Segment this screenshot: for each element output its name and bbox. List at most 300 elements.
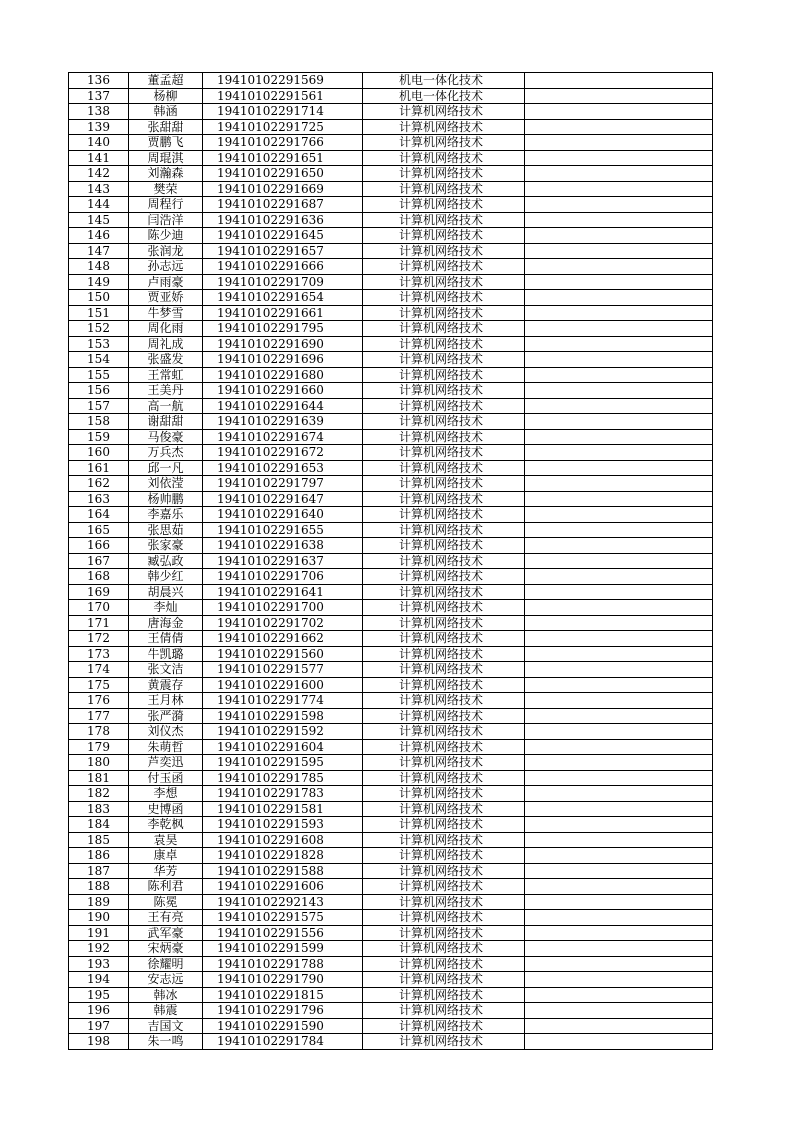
note-cell: [525, 538, 713, 554]
student-id-cell: 19410102291796: [203, 1003, 363, 1019]
major-cell: 计算机网络技术: [363, 646, 525, 662]
student-id-cell: 19410102291650: [203, 166, 363, 182]
table-row: [69, 259, 713, 275]
student-id-cell: 19410102292143: [203, 894, 363, 910]
row-number-cell: 190: [69, 910, 129, 926]
major-cell: 计算机网络技术: [363, 398, 525, 414]
row-number-cell: 191: [69, 925, 129, 941]
table-row: [69, 693, 713, 709]
row-number-cell: 151: [69, 305, 129, 321]
major-cell: 计算机网络技术: [363, 553, 525, 569]
student-id-cell: 19410102291672: [203, 445, 363, 461]
student-id-cell: 19410102291661: [203, 305, 363, 321]
table-row: [69, 135, 713, 151]
note-cell: [525, 646, 713, 662]
student-id-cell: 19410102291581: [203, 801, 363, 817]
student-name-cell: 王月林: [129, 693, 203, 709]
row-number-cell: 194: [69, 972, 129, 988]
row-number-cell: 187: [69, 863, 129, 879]
major-cell: 计算机网络技术: [363, 507, 525, 523]
table-row: [69, 569, 713, 585]
student-id-cell: 19410102291641: [203, 584, 363, 600]
student-name-cell: 芦奕迅: [129, 755, 203, 771]
major-cell: 计算机网络技术: [363, 321, 525, 337]
student-name-cell: 邱一凡: [129, 460, 203, 476]
student-name-cell: 陈利君: [129, 879, 203, 895]
student-name-cell: 徐耀明: [129, 956, 203, 972]
table-row: [69, 600, 713, 616]
student-id-cell: 19410102291687: [203, 197, 363, 213]
note-cell: [525, 104, 713, 120]
table-row: [69, 274, 713, 290]
note-cell: [525, 600, 713, 616]
student-id-cell: 19410102291706: [203, 569, 363, 585]
note-cell: [525, 956, 713, 972]
student-id-cell: 19410102291644: [203, 398, 363, 414]
note-cell: [525, 367, 713, 383]
student-name-cell: 高一航: [129, 398, 203, 414]
student-name-cell: 康卓: [129, 848, 203, 864]
note-cell: [525, 987, 713, 1003]
table-row: [69, 290, 713, 306]
table-row: [69, 104, 713, 120]
major-cell: 计算机网络技术: [363, 367, 525, 383]
table-row: [69, 150, 713, 166]
student-id-cell: 19410102291590: [203, 1018, 363, 1034]
student-name-cell: 朱一鸣: [129, 1034, 203, 1050]
row-number-cell: 153: [69, 336, 129, 352]
table-row: [69, 73, 713, 89]
student-id-cell: 19410102291592: [203, 724, 363, 740]
table-body: [69, 73, 713, 1050]
major-cell: 计算机网络技术: [363, 212, 525, 228]
student-name-cell: 孙志远: [129, 259, 203, 275]
table-row: [69, 367, 713, 383]
student-name-cell: 王倩倩: [129, 631, 203, 647]
student-name-cell: 马俊豪: [129, 429, 203, 445]
student-name-cell: 吉国文: [129, 1018, 203, 1034]
table-row: [69, 755, 713, 771]
table-row: [69, 321, 713, 337]
major-cell: 计算机网络技术: [363, 677, 525, 693]
student-id-cell: 19410102291600: [203, 677, 363, 693]
table-row: [69, 615, 713, 631]
row-number-cell: 188: [69, 879, 129, 895]
note-cell: [525, 429, 713, 445]
student-name-cell: 刘依滢: [129, 476, 203, 492]
major-cell: 计算机网络技术: [363, 569, 525, 585]
note-cell: [525, 398, 713, 414]
table-row: [69, 460, 713, 476]
student-name-cell: 韩冰: [129, 987, 203, 1003]
student-id-cell: 19410102291766: [203, 135, 363, 151]
table-row: [69, 243, 713, 259]
student-name-cell: 韩涵: [129, 104, 203, 120]
note-cell: [525, 212, 713, 228]
note-cell: [525, 305, 713, 321]
major-cell: 计算机网络技术: [363, 460, 525, 476]
row-number-cell: 173: [69, 646, 129, 662]
student-id-cell: 19410102291604: [203, 739, 363, 755]
student-name-cell: 王常虹: [129, 367, 203, 383]
student-name-cell: 杨柳: [129, 88, 203, 104]
note-cell: [525, 1018, 713, 1034]
row-number-cell: 185: [69, 832, 129, 848]
note-cell: [525, 569, 713, 585]
major-cell: 计算机网络技术: [363, 135, 525, 151]
student-id-cell: 19410102291657: [203, 243, 363, 259]
student-name-cell: 韩震: [129, 1003, 203, 1019]
note-cell: [525, 662, 713, 678]
note-cell: [525, 724, 713, 740]
note-cell: [525, 88, 713, 104]
student-id-cell: 19410102291674: [203, 429, 363, 445]
major-cell: 计算机网络技术: [363, 119, 525, 135]
student-id-cell: 19410102291647: [203, 491, 363, 507]
table-row: [69, 522, 713, 538]
student-id-cell: 19410102291690: [203, 336, 363, 352]
student-id-cell: 19410102291598: [203, 708, 363, 724]
student-name-cell: 付玉函: [129, 770, 203, 786]
row-number-cell: 166: [69, 538, 129, 554]
note-cell: [525, 677, 713, 693]
student-name-cell: 李嘉乐: [129, 507, 203, 523]
note-cell: [525, 336, 713, 352]
row-number-cell: 159: [69, 429, 129, 445]
student-name-cell: 唐海金: [129, 615, 203, 631]
student-id-cell: 19410102291606: [203, 879, 363, 895]
note-cell: [525, 941, 713, 957]
student-id-cell: 19410102291561: [203, 88, 363, 104]
table-row: [69, 352, 713, 368]
major-cell: 计算机网络技术: [363, 414, 525, 430]
student-name-cell: 闫浩洋: [129, 212, 203, 228]
student-id-cell: 19410102291639: [203, 414, 363, 430]
student-name-cell: 张盛发: [129, 352, 203, 368]
row-number-cell: 141: [69, 150, 129, 166]
table-row: [69, 88, 713, 104]
table-row: [69, 398, 713, 414]
table-row: [69, 166, 713, 182]
major-cell: 计算机网络技术: [363, 770, 525, 786]
note-cell: [525, 243, 713, 259]
table-row: [69, 228, 713, 244]
table-row: [69, 848, 713, 864]
student-name-cell: 刘仪杰: [129, 724, 203, 740]
table-row: [69, 414, 713, 430]
major-cell: 计算机网络技术: [363, 708, 525, 724]
student-id-cell: 19410102291637: [203, 553, 363, 569]
row-number-cell: 156: [69, 383, 129, 399]
table-row: [69, 181, 713, 197]
major-cell: 计算机网络技术: [363, 894, 525, 910]
student-name-cell: 黄震存: [129, 677, 203, 693]
major-cell: 计算机网络技术: [363, 801, 525, 817]
major-cell: 计算机网络技术: [363, 538, 525, 554]
major-cell: 计算机网络技术: [363, 832, 525, 848]
row-number-cell: 168: [69, 569, 129, 585]
row-number-cell: 198: [69, 1034, 129, 1050]
table-row: [69, 119, 713, 135]
row-number-cell: 157: [69, 398, 129, 414]
table-row: [69, 925, 713, 941]
student-name-cell: 牛凯璐: [129, 646, 203, 662]
major-cell: 计算机网络技术: [363, 243, 525, 259]
table-row: [69, 724, 713, 740]
note-cell: [525, 801, 713, 817]
student-name-cell: 武军豪: [129, 925, 203, 941]
student-id-cell: 19410102291680: [203, 367, 363, 383]
row-number-cell: 139: [69, 119, 129, 135]
major-cell: 计算机网络技术: [363, 615, 525, 631]
student-id-cell: 19410102291651: [203, 150, 363, 166]
note-cell: [525, 879, 713, 895]
table-row: [69, 197, 713, 213]
note-cell: [525, 166, 713, 182]
row-number-cell: 138: [69, 104, 129, 120]
student-name-cell: 王有亮: [129, 910, 203, 926]
student-id-cell: 19410102291783: [203, 786, 363, 802]
student-id-cell: 19410102291653: [203, 460, 363, 476]
student-name-cell: 刘瀚森: [129, 166, 203, 182]
row-number-cell: 196: [69, 1003, 129, 1019]
major-cell: 计算机网络技术: [363, 429, 525, 445]
row-number-cell: 152: [69, 321, 129, 337]
note-cell: [525, 553, 713, 569]
major-cell: 计算机网络技术: [363, 817, 525, 833]
note-cell: [525, 739, 713, 755]
major-cell: 计算机网络技术: [363, 1003, 525, 1019]
major-cell: 计算机网络技术: [363, 925, 525, 941]
note-cell: [525, 259, 713, 275]
major-cell: 计算机网络技术: [363, 863, 525, 879]
student-name-cell: 樊荣: [129, 181, 203, 197]
table-row: [69, 491, 713, 507]
student-id-cell: 19410102291774: [203, 693, 363, 709]
student-name-cell: 李乾枫: [129, 817, 203, 833]
student-name-cell: 臧弘政: [129, 553, 203, 569]
student-id-cell: 19410102291714: [203, 104, 363, 120]
row-number-cell: 197: [69, 1018, 129, 1034]
note-cell: [525, 321, 713, 337]
table-row: [69, 429, 713, 445]
row-number-cell: 145: [69, 212, 129, 228]
student-id-cell: 19410102291790: [203, 972, 363, 988]
student-name-cell: 卢雨豪: [129, 274, 203, 290]
row-number-cell: 170: [69, 600, 129, 616]
note-cell: [525, 119, 713, 135]
note-cell: [525, 383, 713, 399]
row-number-cell: 163: [69, 491, 129, 507]
student-id-cell: 19410102291788: [203, 956, 363, 972]
major-cell: 计算机网络技术: [363, 755, 525, 771]
table-row: [69, 646, 713, 662]
student-name-cell: 张思茹: [129, 522, 203, 538]
note-cell: [525, 491, 713, 507]
note-cell: [525, 925, 713, 941]
student-id-cell: 19410102291636: [203, 212, 363, 228]
table-row: [69, 817, 713, 833]
row-number-cell: 160: [69, 445, 129, 461]
student-name-cell: 华芳: [129, 863, 203, 879]
row-number-cell: 183: [69, 801, 129, 817]
row-number-cell: 136: [69, 73, 129, 89]
student-id-cell: 19410102291662: [203, 631, 363, 647]
major-cell: 计算机网络技术: [363, 739, 525, 755]
row-number-cell: 165: [69, 522, 129, 538]
student-id-cell: 19410102291797: [203, 476, 363, 492]
table-row: [69, 910, 713, 926]
student-name-cell: 张严漪: [129, 708, 203, 724]
student-id-cell: 19410102291784: [203, 1034, 363, 1050]
student-id-cell: 19410102291795: [203, 321, 363, 337]
student-id-cell: 19410102291599: [203, 941, 363, 957]
row-number-cell: 172: [69, 631, 129, 647]
table-row: [69, 941, 713, 957]
table-row: [69, 336, 713, 352]
row-number-cell: 164: [69, 507, 129, 523]
student-id-cell: 19410102291638: [203, 538, 363, 554]
note-cell: [525, 197, 713, 213]
student-id-cell: 19410102291595: [203, 755, 363, 771]
student-id-cell: 19410102291828: [203, 848, 363, 864]
table-row: [69, 445, 713, 461]
major-cell: 计算机网络技术: [363, 848, 525, 864]
note-cell: [525, 832, 713, 848]
major-cell: 计算机网络技术: [363, 910, 525, 926]
row-number-cell: 148: [69, 259, 129, 275]
student-name-cell: 李灿: [129, 600, 203, 616]
table-row: [69, 1003, 713, 1019]
table-row: [69, 1018, 713, 1034]
student-name-cell: 陈少迪: [129, 228, 203, 244]
table-row: [69, 212, 713, 228]
note-cell: [525, 445, 713, 461]
student-list-table: [68, 72, 713, 1050]
student-id-cell: 19410102291645: [203, 228, 363, 244]
student-name-cell: 贾鹏飞: [129, 135, 203, 151]
student-id-cell: 19410102291785: [203, 770, 363, 786]
student-id-cell: 19410102291577: [203, 662, 363, 678]
row-number-cell: 149: [69, 274, 129, 290]
note-cell: [525, 910, 713, 926]
note-cell: [525, 848, 713, 864]
table-row: [69, 553, 713, 569]
major-cell: 计算机网络技术: [363, 1034, 525, 1050]
note-cell: [525, 615, 713, 631]
major-cell: 计算机网络技术: [363, 956, 525, 972]
table-row: [69, 879, 713, 895]
student-name-cell: 宋炳豪: [129, 941, 203, 957]
student-name-cell: 张文洁: [129, 662, 203, 678]
row-number-cell: 143: [69, 181, 129, 197]
student-name-cell: 张润龙: [129, 243, 203, 259]
row-number-cell: 162: [69, 476, 129, 492]
student-name-cell: 史博函: [129, 801, 203, 817]
student-name-cell: 胡晨兴: [129, 584, 203, 600]
major-cell: 计算机网络技术: [363, 662, 525, 678]
row-number-cell: 154: [69, 352, 129, 368]
major-cell: 计算机网络技术: [363, 290, 525, 306]
student-name-cell: 董孟超: [129, 73, 203, 89]
major-cell: 计算机网络技术: [363, 987, 525, 1003]
row-number-cell: 179: [69, 739, 129, 755]
major-cell: 计算机网络技术: [363, 584, 525, 600]
table-row: [69, 770, 713, 786]
table-row: [69, 739, 713, 755]
note-cell: [525, 181, 713, 197]
table-row: [69, 476, 713, 492]
note-cell: [525, 507, 713, 523]
table-row: [69, 631, 713, 647]
student-id-cell: 19410102291666: [203, 259, 363, 275]
student-id-cell: 19410102291654: [203, 290, 363, 306]
major-cell: 机电一体化技术: [363, 73, 525, 89]
student-id-cell: 19410102291660: [203, 383, 363, 399]
student-name-cell: 杨帅鹏: [129, 491, 203, 507]
note-cell: [525, 290, 713, 306]
row-number-cell: 155: [69, 367, 129, 383]
student-id-cell: 19410102291593: [203, 817, 363, 833]
student-name-cell: 张家豪: [129, 538, 203, 554]
table-row: [69, 786, 713, 802]
major-cell: 计算机网络技术: [363, 383, 525, 399]
row-number-cell: 176: [69, 693, 129, 709]
major-cell: 计算机网络技术: [363, 228, 525, 244]
note-cell: [525, 755, 713, 771]
student-id-cell: 19410102291569: [203, 73, 363, 89]
student-name-cell: 朱萌哲: [129, 739, 203, 755]
major-cell: 计算机网络技术: [363, 491, 525, 507]
row-number-cell: 178: [69, 724, 129, 740]
row-number-cell: 189: [69, 894, 129, 910]
student-id-cell: 19410102291556: [203, 925, 363, 941]
student-name-cell: 韩少红: [129, 569, 203, 585]
table-row: [69, 1034, 713, 1050]
note-cell: [525, 522, 713, 538]
student-id-cell: 19410102291669: [203, 181, 363, 197]
major-cell: 计算机网络技术: [363, 693, 525, 709]
note-cell: [525, 135, 713, 151]
table-row: [69, 708, 713, 724]
table-row: [69, 538, 713, 554]
major-cell: 计算机网络技术: [363, 445, 525, 461]
student-name-cell: 李想: [129, 786, 203, 802]
table-row: [69, 956, 713, 972]
note-cell: [525, 274, 713, 290]
note-cell: [525, 584, 713, 600]
note-cell: [525, 1034, 713, 1050]
student-id-cell: 19410102291696: [203, 352, 363, 368]
major-cell: 计算机网络技术: [363, 1018, 525, 1034]
major-cell: 计算机网络技术: [363, 336, 525, 352]
note-cell: [525, 708, 713, 724]
major-cell: 计算机网络技术: [363, 724, 525, 740]
student-id-cell: 19410102291608: [203, 832, 363, 848]
row-number-cell: 144: [69, 197, 129, 213]
student-id-cell: 19410102291560: [203, 646, 363, 662]
major-cell: 计算机网络技术: [363, 181, 525, 197]
row-number-cell: 147: [69, 243, 129, 259]
major-cell: 计算机网络技术: [363, 972, 525, 988]
note-cell: [525, 894, 713, 910]
row-number-cell: 167: [69, 553, 129, 569]
note-cell: [525, 770, 713, 786]
student-id-cell: 19410102291702: [203, 615, 363, 631]
table-row: [69, 584, 713, 600]
student-name-cell: 张甜甜: [129, 119, 203, 135]
student-name-cell: 安志远: [129, 972, 203, 988]
